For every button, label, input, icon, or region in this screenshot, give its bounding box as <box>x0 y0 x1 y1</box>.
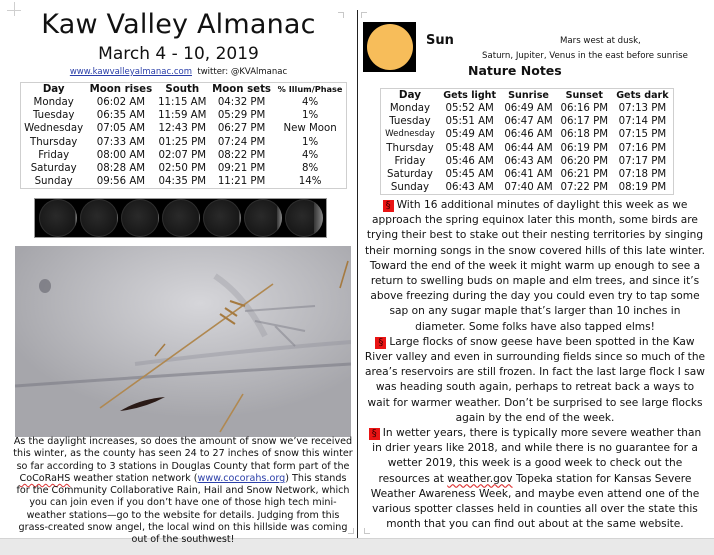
moon-table <box>20 82 347 189</box>
day-cell: Sunday <box>34 176 73 188</box>
sun-label: Sun <box>426 33 454 48</box>
time-cell: 06:43 AM <box>445 182 494 194</box>
section-mark-icon: § <box>383 200 394 212</box>
note-paragraph <box>364 335 706 426</box>
time-cell: 4% <box>301 149 319 161</box>
time-cell: 1% <box>301 136 319 148</box>
table-row <box>21 122 347 135</box>
time-cell: 06:16 PM <box>560 103 609 114</box>
nature-notes-heading: Nature Notes <box>468 63 562 78</box>
sun-image <box>363 22 416 72</box>
time-cell: 09:21 PM <box>217 163 266 175</box>
time-cell: 06:27 PM <box>217 123 266 135</box>
caption-text: ) This stands for the Community Collaborative Rain, Hail and Snow Network, which you can join even if you don’t have one of those high tech mini-weather stations—go to the website for details. Judging from this grass-created snow angel, the local wind on this hillside was coming out of the southwest! <box>16 472 350 546</box>
time-cell: 11:15 AM <box>158 97 207 108</box>
time-cell: 06:46 AM <box>504 129 553 141</box>
time-cell: 06:41 AM <box>504 169 553 181</box>
moon-phase-icon <box>203 199 241 237</box>
time-cell: 08:00 AM <box>96 149 146 161</box>
time-cell: 05:48 AM <box>445 142 494 154</box>
column-header: Gets light <box>443 90 497 101</box>
time-cell: 07:14 PM <box>618 116 667 128</box>
moon-phase-icon <box>162 199 200 237</box>
day-cell: Tuesday <box>389 116 431 128</box>
table-row <box>21 175 347 189</box>
time-cell: 4% <box>301 97 319 108</box>
time-cell: 07:13 PM <box>618 103 667 114</box>
caption-text: As the daylight increases, so does the amount of snow we’ve received this winter, as the county has seen 24 to 27 inches of snow this winter so far according to 3 stations in Douglas County that form part of the <box>13 436 353 472</box>
sun-table <box>380 88 674 195</box>
table-row <box>21 136 347 149</box>
moon-phases-image <box>34 198 327 238</box>
moon-phase-icon <box>121 199 159 237</box>
photo-caption <box>13 436 353 547</box>
time-cell: 06:18 PM <box>560 129 609 141</box>
time-cell: 11:21 PM <box>217 176 266 188</box>
note-text: Large flocks of snow geese have been spotted in the Kaw River valley and even in surrounding fields since so much of the area’s reservoirs are still frozen. In fact the last large flock I saw was heading south again, perhaps to retreat back a ways to wait for warmer weather. Don’t be surprised to see large flocks again by the end of the week. <box>364 335 706 424</box>
column-header: Day <box>42 84 65 95</box>
snow-photo-illustration <box>15 246 351 437</box>
day-cell: Monday <box>389 103 431 114</box>
note-text: With 16 additional minutes of daylight this week as we approach the spring equinox later this month, some birds are trying their best to stake out their nesting territories by singing their morning songs in the snow covered hills of this late winter. Toward the end of the week it might warm up enough to see a return to swelling buds on maple and elm trees, and since it’s above freezing during the day you could even try to tap some sap on any sugar maple that’s larger than 10 inches in diameter. Some folks have also tapped elms! <box>364 199 706 333</box>
day-cell: Friday <box>394 155 426 167</box>
time-cell: 1% <box>301 110 319 122</box>
time-cell: 06:44 AM <box>504 142 553 154</box>
note-paragraph <box>364 198 706 335</box>
time-cell: 04:32 PM <box>217 97 266 108</box>
column-header: Gets dark <box>616 90 669 101</box>
column-header: Day <box>398 89 421 101</box>
page-divider <box>357 10 358 538</box>
column-header: South <box>165 84 200 95</box>
time-cell: 04:35 PM <box>158 176 207 188</box>
time-cell: 05:49 AM <box>445 129 494 141</box>
time-cell: 12:43 PM <box>158 123 207 135</box>
time-cell: 11:59 AM <box>158 110 207 122</box>
moon-phase-icon <box>80 199 118 237</box>
day-cell: Monday <box>33 97 74 108</box>
time-cell: 06:20 PM <box>560 155 609 167</box>
table-header-row <box>381 89 674 103</box>
time-cell: 8% <box>301 163 319 175</box>
table-row <box>21 149 347 162</box>
planets-line-2: Saturn, Jupiter, Venus in the east before sunrise <box>482 51 688 61</box>
table-row <box>381 155 674 168</box>
time-cell: 07:18 PM <box>618 169 667 181</box>
table-row <box>21 96 347 109</box>
day-cell: Saturday <box>387 169 433 181</box>
table-row <box>381 102 674 115</box>
time-cell: 05:52 AM <box>445 103 494 114</box>
time-cell: 07:24 PM <box>217 136 266 148</box>
time-cell: 07:16 PM <box>618 142 667 154</box>
cocorahs-term: CoCoRaHS <box>19 472 71 484</box>
table-row <box>21 162 347 175</box>
date-range: March 4 - 10, 2019 <box>98 44 259 64</box>
time-cell: 05:45 AM <box>445 169 494 181</box>
table-row <box>381 128 674 141</box>
note-text: In wetter years, there is typically more severe weather than in drier years like 2018, and while there is no guarantee for a wetter 2019, this week is a good week to check out the resources at <box>372 427 702 485</box>
table-row <box>381 115 674 128</box>
time-cell: 06:47 AM <box>504 116 553 128</box>
column-header: Sunset <box>565 90 603 101</box>
weather-gov-link[interactable]: weather.gov <box>447 472 513 485</box>
table-row <box>21 109 347 122</box>
time-cell: 07:15 PM <box>618 129 667 141</box>
time-cell: 06:02 AM <box>96 97 146 108</box>
almanac-title: Kaw Valley Almanac <box>41 9 316 40</box>
time-cell: 05:51 AM <box>445 116 494 128</box>
day-cell: Wednesday <box>24 123 84 135</box>
time-cell: 08:28 AM <box>96 163 146 175</box>
table-header-row <box>21 83 347 97</box>
day-cell: Tuesday <box>32 110 75 122</box>
crop-mark <box>361 12 367 18</box>
time-cell: 06:43 AM <box>504 155 553 167</box>
time-cell: 08:22 PM <box>217 149 266 161</box>
day-cell: Wednesday <box>385 129 435 140</box>
time-cell: 09:56 AM <box>96 176 146 188</box>
day-cell: Thursday <box>386 142 434 154</box>
section-mark-icon: § <box>375 337 386 349</box>
time-cell: 07:33 AM <box>96 136 146 148</box>
day-cell: Saturday <box>30 163 77 175</box>
moon-phase-icon <box>285 199 323 237</box>
note-text: Topeka station for Kansas Severe Weather Awareness Week, and maybe even attend one of the various spotter classes held in counties all over the state this month that you can find out about at the same website. <box>370 472 700 531</box>
snow-angel-photo <box>15 246 351 437</box>
contact-line <box>0 67 357 78</box>
cocorahs-link[interactable]: www.cocorahs.org <box>197 472 286 484</box>
time-cell: 14% <box>298 176 322 188</box>
time-cell: 05:29 PM <box>217 110 266 122</box>
table-row <box>381 168 674 181</box>
table-row <box>381 142 674 155</box>
time-cell: 07:05 AM <box>96 123 146 135</box>
column-header: Sunrise <box>508 90 549 101</box>
twitter-handle: twitter: @KVAlmanac <box>197 67 288 77</box>
time-cell: 02:50 PM <box>158 163 207 175</box>
sun-icon <box>367 24 413 70</box>
time-cell: 06:49 AM <box>504 103 553 114</box>
time-cell: 02:07 PM <box>158 149 207 161</box>
time-cell: 07:17 PM <box>618 155 667 167</box>
time-cell: New Moon <box>283 123 337 135</box>
column-header: % Illum/Phase <box>277 84 343 94</box>
planets-line-1: Mars west at dusk, <box>560 36 641 46</box>
nature-notes-body <box>364 198 706 532</box>
time-cell: 05:46 AM <box>445 155 494 167</box>
moon-phase-icon <box>244 199 282 237</box>
website-link[interactable]: www.kawvalleyalmanac.com <box>69 67 192 77</box>
time-cell: 06:17 PM <box>560 116 609 128</box>
note-paragraph <box>364 426 706 532</box>
time-cell: 01:25 PM <box>158 136 207 148</box>
time-cell: 06:19 PM <box>560 142 609 154</box>
time-cell: 06:21 PM <box>560 169 609 181</box>
column-header: Moon rises <box>89 84 153 95</box>
time-cell: 07:22 PM <box>560 182 609 194</box>
caption-text: weather station network ( <box>70 472 198 484</box>
moon-phase-icon <box>39 199 77 237</box>
day-cell: Thursday <box>29 136 78 148</box>
day-cell: Friday <box>38 149 70 161</box>
time-cell: 06:35 AM <box>96 110 146 122</box>
day-cell: Sunday <box>390 182 430 194</box>
section-mark-icon: § <box>369 428 380 440</box>
time-cell: 07:40 AM <box>504 182 553 194</box>
column-header: Moon sets <box>212 84 271 95</box>
table-row <box>381 181 674 195</box>
time-cell: 08:19 PM <box>618 182 667 194</box>
